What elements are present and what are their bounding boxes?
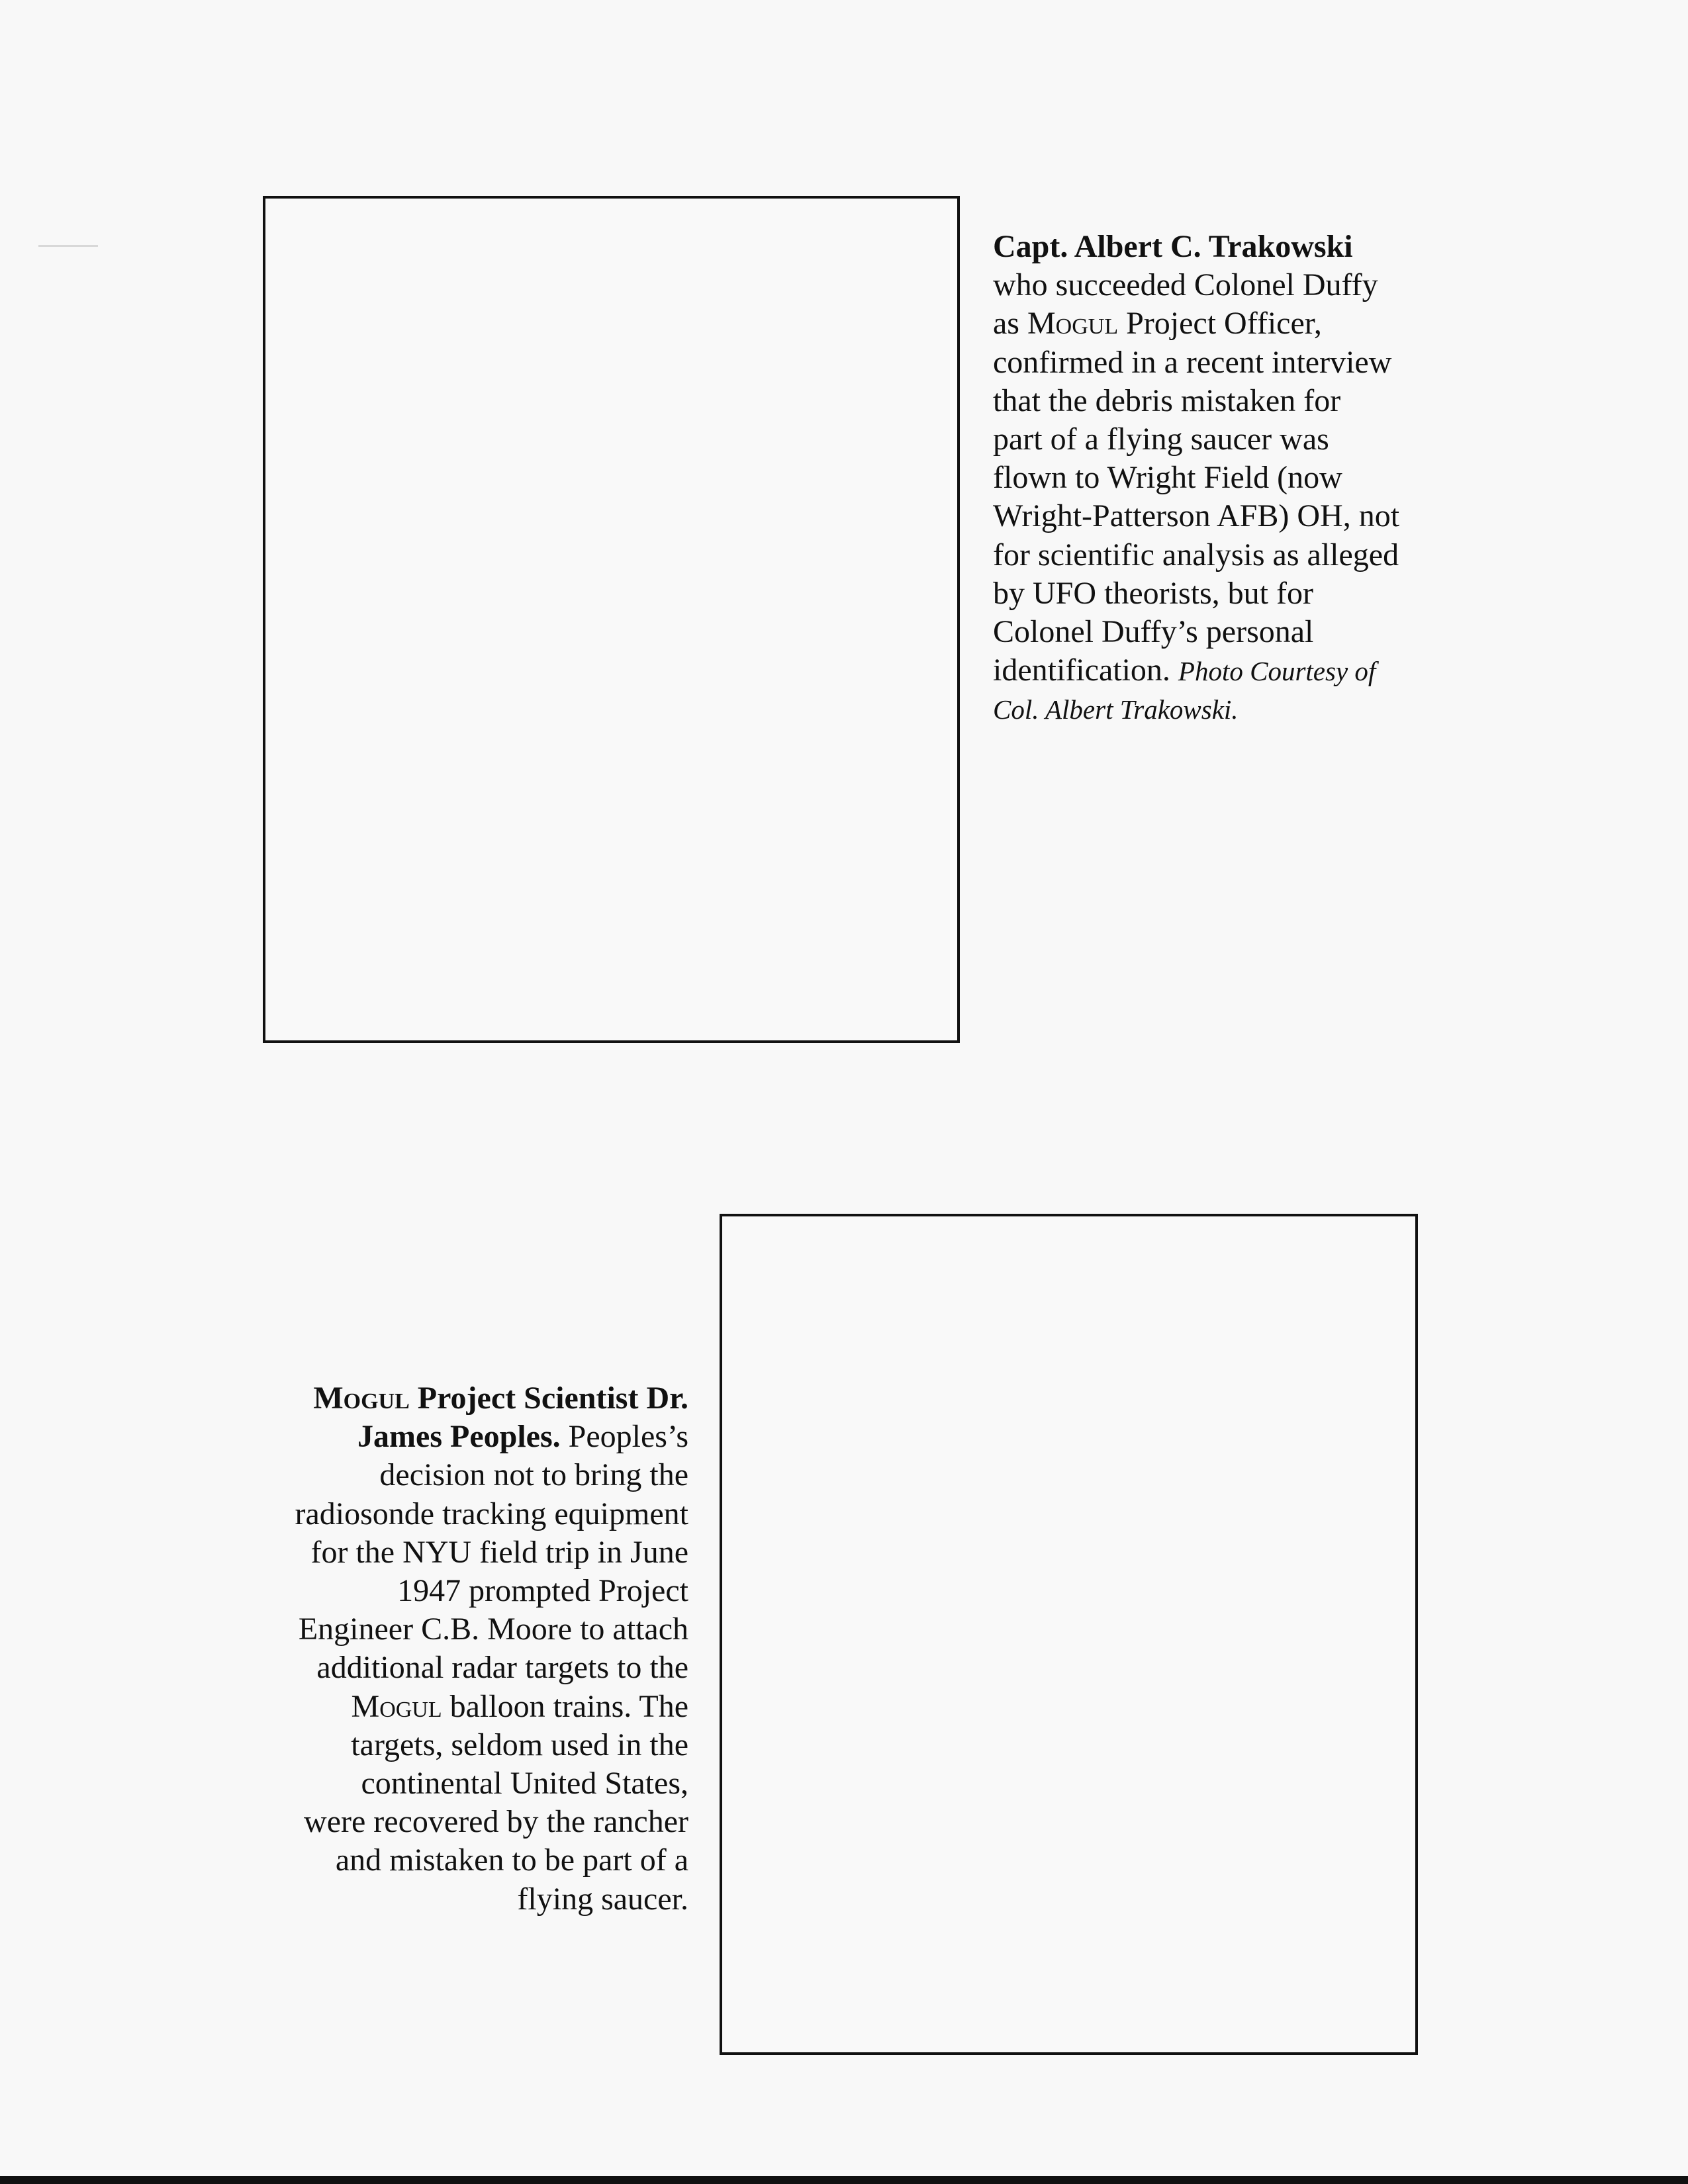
photo-credit: Photo Courtesy of xyxy=(1178,656,1376,687)
caption-line: that the debris mistaken for xyxy=(993,383,1341,418)
caption-line: Engineer C.B. Moore to attach xyxy=(298,1612,688,1647)
caption-line: were recovered by the rancher xyxy=(304,1804,688,1840)
caption-line: for the NYU field trip in June xyxy=(310,1534,688,1570)
caption-line: as Mogul Project Officer, xyxy=(993,306,1322,341)
caption-line: flown to Wright Field (now xyxy=(993,460,1342,496)
photo-placeholder-peoples xyxy=(720,1214,1418,2055)
caption-heading: Mogul Project Scientist Dr. xyxy=(313,1381,688,1416)
caption-line: radiosonde tracking equipment xyxy=(295,1496,688,1531)
caption-line: and mistaken to be part of a xyxy=(335,1843,688,1878)
caption-line: flying saucer. xyxy=(517,1881,688,1917)
caption-line: James Peoples. Peoples’s xyxy=(357,1419,688,1455)
caption-line: Mogul balloon trains. The xyxy=(351,1688,688,1724)
caption-line: identification. Photo Courtesy of xyxy=(993,653,1376,688)
scan-artifact xyxy=(38,245,98,247)
caption-line: who succeeded Colonel Duffy xyxy=(993,267,1378,303)
caption-trakowski xyxy=(993,228,1470,729)
photo-credit: Col. Albert Trakowski. xyxy=(993,694,1239,725)
caption-line: targets, seldom used in the xyxy=(351,1727,688,1762)
caption-line: confirmed in a recent interview xyxy=(993,344,1392,380)
caption-line: for scientific analysis as alleged xyxy=(993,537,1399,572)
caption-line: by UFO theorists, but for xyxy=(993,575,1313,611)
caption-line: continental United States, xyxy=(361,1766,688,1801)
caption-line: decision not to bring the xyxy=(379,1457,688,1493)
caption-name: James Peoples. xyxy=(357,1419,561,1455)
caption-line: additional radar targets to the xyxy=(316,1650,688,1686)
caption-peoples xyxy=(258,1379,688,1919)
caption-name: Capt. Albert C. Trakowski xyxy=(993,229,1353,264)
caption-line: Wright-Patterson AFB) OH, not xyxy=(993,498,1400,534)
caption-line: part of a flying saucer was xyxy=(993,422,1329,457)
caption-line: 1947 prompted Project xyxy=(397,1573,688,1609)
bottom-border-rule xyxy=(0,2176,1688,2184)
photo-placeholder-trakowski xyxy=(263,196,960,1043)
caption-line: Colonel Duffy’s personal xyxy=(993,614,1314,650)
